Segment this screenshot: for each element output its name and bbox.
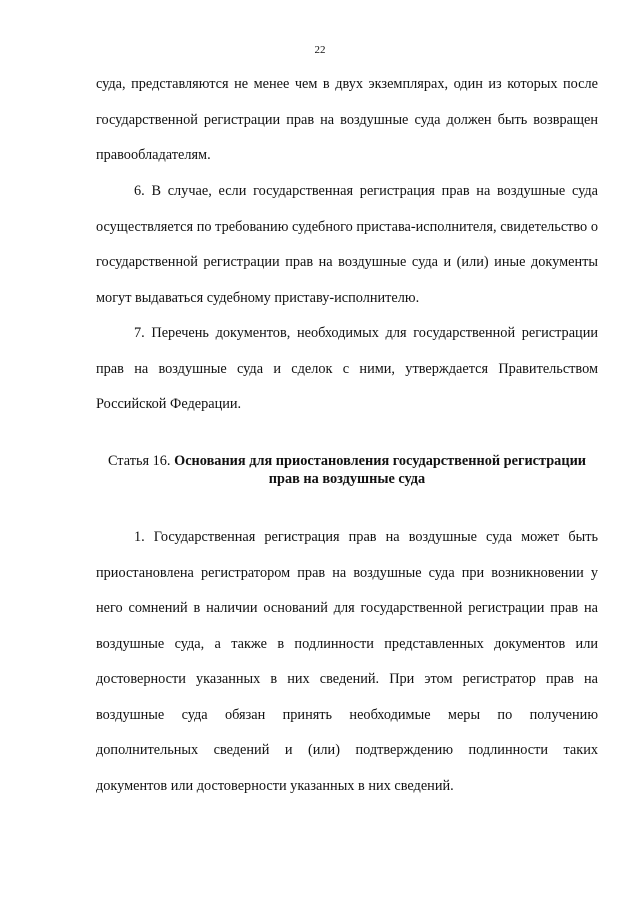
paragraph-item-6: 6. В случае, если государственная регистрация прав на воздушные суда осуществляется по требованию судебного пристава-исполнителя, свидетельство о государственной регистрации прав на воздушные суда и (или) иные документы могут выдаваться судебному приставу-исполнителю. (96, 183, 598, 306)
article-paragraph-item-1: 1. Государственная регистрация прав на воздушные суда может быть приостановлена регистратором прав на воздушные суда при возникновении у него сомнений в наличии оснований для государственной регистрации прав на воздушные суда, а также в подлинности представленных документов или достоверности указанных в них сведений. При этом регистратор прав на воздушные суда обязан принять необходимые меры по получению дополнительных сведений и (или) подтверждению подлинности таких документов или достоверности указанных в них сведений. (96, 529, 598, 794)
page-number: 22 (314, 44, 326, 56)
paragraph-item-7: 7. Перечень документов, необходимых для государственной регистрации прав на воздушные суда и сделок с ними, утверждается Правительством Российской Федерации. (96, 325, 598, 412)
article-heading (96, 452, 598, 488)
paragraph-continuation: суда, представляются не менее чем в двух экземплярах, один из которых после государственной регистрации прав на воздушные суда должен быть возвращен правообладателям. (96, 76, 598, 163)
article-label: Статья 16. (107, 453, 171, 469)
article-title: Основания для приостановления государственной регистрации прав на воздушные суда (174, 453, 587, 487)
